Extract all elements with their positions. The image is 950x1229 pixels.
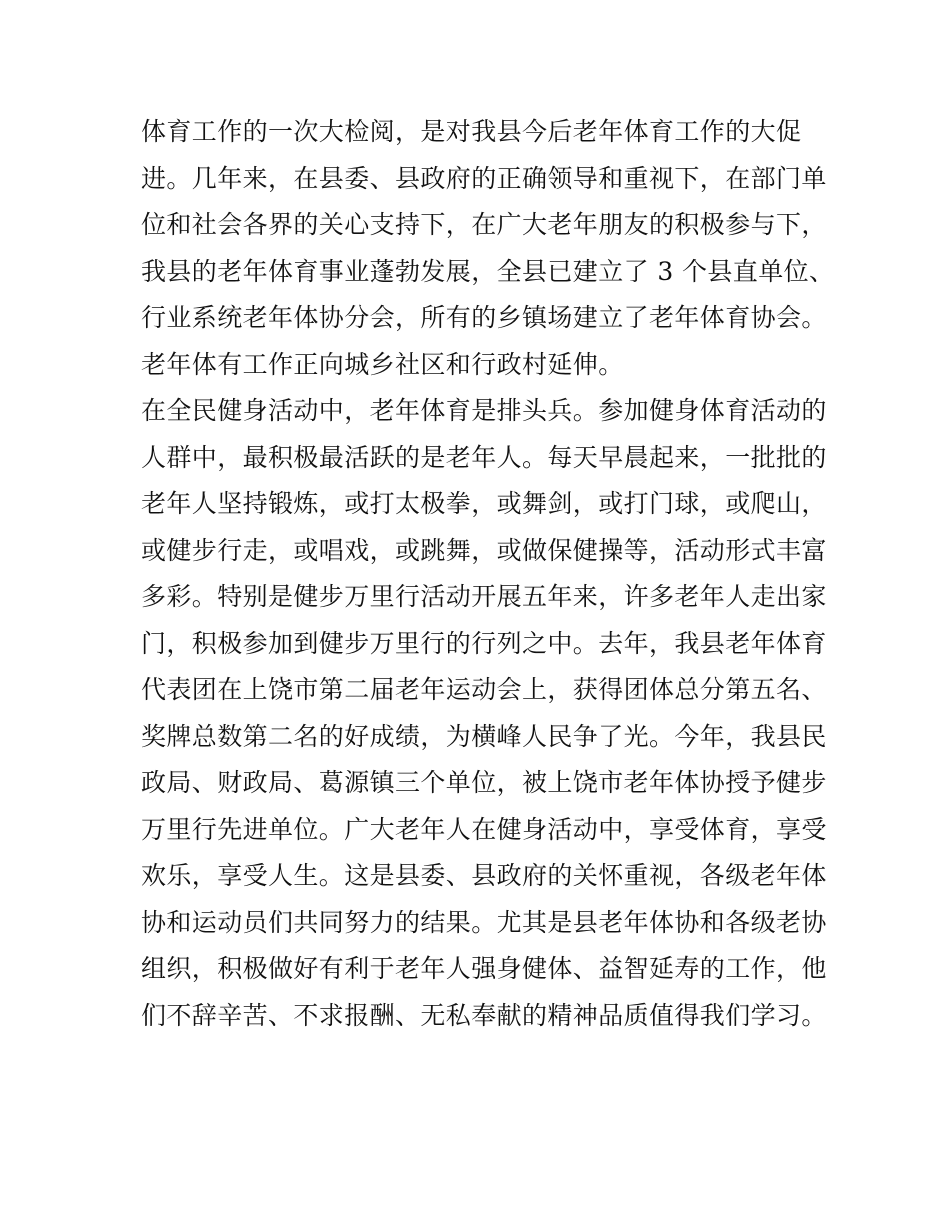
text-line: 体育工作的一次大检阅，是对我县今后老年体育工作的大促: [141, 117, 802, 146]
text-line: 行业系统老年体协分会，所有的乡镇场建立了老年体育协会。: [141, 303, 827, 332]
body-text: [141, 109, 835, 1039]
text-line: 们不辞辛苦、不求报酬、无私奉献的精神品质值得我们学习。: [141, 1000, 827, 1030]
text-line: 我县的老年体育事业蓬勃发展，全县已建立了 3 个县直单位、: [141, 256, 835, 286]
text-line: 欢乐，享受人生。这是县委、县政府的关怀重视，各级老年体: [141, 861, 827, 890]
text-line: 组织，积极做好有利于老年人强身健体、益智延寿的工作，他: [141, 954, 827, 983]
text-line: 位和社会各界的关心支持下，在广大老年朋友的积极参与下，: [141, 210, 827, 239]
text-line: 或健步行走，或唱戏，或跳舞，或做保健操等，活动形式丰富: [141, 535, 827, 565]
text-line: 代表团在上饶市第二届老年运动会上，获得团体总分第五名、: [141, 675, 827, 704]
text-line: 老年体有工作正向城乡社区和行政村延伸。: [141, 349, 624, 379]
text-line: 进。几年来，在县委、县政府的正确领导和重视下，在部门单: [141, 163, 827, 193]
text-line: 协和运动员们共同努力的结果。尤其是县老年体协和各级老协: [141, 907, 827, 937]
text-line: 多彩。特别是健步万里行活动开展五年来，许多老年人走出家: [141, 582, 827, 611]
text-line: 老年人坚持锻炼，或打太极拳，或舞剑，或打门球，或爬山，: [141, 489, 827, 518]
text-line: 人群中，最积极最活跃的是老年人。每天早晨起来，一批批的: [141, 442, 827, 472]
text-line: 万里行先进单位。广大老年人在健身活动中，享受体育，享受: [141, 814, 827, 844]
text-line: 在全民健身活动中，老年体育是排头兵。参加健身体育活动的: [141, 396, 827, 425]
text-line: 奖牌总数第二名的好成绩，为横峰人民争了光。今年，我县民: [141, 721, 827, 751]
text-line: 政局、财政局、葛源镇三个单位，被上饶市老年体协授予健步: [141, 768, 827, 797]
text-line: 门，积极参加到健步万里行的行列之中。去年，我县老年体育: [141, 628, 827, 658]
